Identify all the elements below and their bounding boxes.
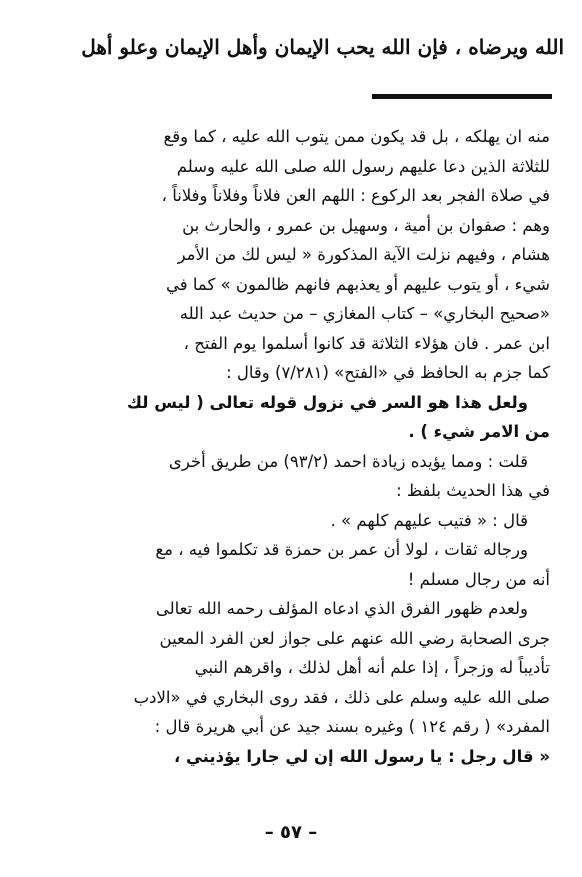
text-line: « قال رجل : يا رسول الله إن لي جارا يؤذيني ، (173, 746, 550, 766)
text-line: ورجاله ثقات ، لولا أن عمر بن حمزة قد تكلموا فيه ، مع (155, 540, 528, 559)
text-line: جرى الصحابة رضي الله عنهم على جواز لعن الفرد المعين (159, 628, 550, 648)
text-line: من الامر شيء ) . (408, 422, 550, 441)
text-line: كما جزم به الحافظ في «الفتح» (٧/٢٨١) وقال : (226, 363, 550, 382)
text-line: «صحيح البخاري» – كتاب المغازي – من حديث عبد الله (179, 304, 550, 323)
text-line: هشام ، وفيهم نزلت الآية المذكورة « ليس لك من الأمر (177, 245, 550, 264)
text-line: ولعل هذا هو السر في نزول قوله تعالى ( ليس لك (126, 392, 528, 412)
text-line: تأديباً له وزجراً ، إذا علم أنه أهل لذلك ، واقرهم النبي (194, 658, 550, 677)
separator-rule (372, 94, 552, 99)
text-line: في صلاة الفجر بعد الركوع : اللهم العن فلاناً وفلاناً وفلاناً ، (161, 186, 550, 205)
page-number: – ٥٧ – (264, 822, 318, 843)
text-line: وهم : صفوان بن أمية ، وسهيل بن عمرو ، والحارث بن (182, 215, 550, 235)
text-line: صلى الله عليه وسلم على ذلك ، فقد روى البخاري في «الادب (133, 687, 550, 707)
text-line: ابن عمر . فان هؤلاء الثلاثة قد كانوا أسلموا يوم الفتح ، (183, 333, 550, 353)
text-line: المفرد» ( رقم ١٢٤ ) وغيره بسند جيد عن أبي هريرة قال : (154, 717, 550, 736)
text-line: قال : « فتيب عليهم كلهم » . (330, 510, 528, 530)
body-text (30, 122, 550, 771)
text-line: للثلاثة الذين دعا عليهم رسول الله صلى الله عليه وسلم (176, 156, 550, 176)
text-line: في هذا الحديث بلفظ : (396, 481, 550, 500)
text-line: ولعدم ظهور الفرق الذي ادعاه المؤلف رحمه الله تعالى (155, 599, 528, 618)
text-line: منه ان يهلكه ، بل قد يكون ممن يتوب الله عليه ، كما وقع (163, 127, 550, 146)
continued-line: الله ويرضاه ، فإن الله يحب الإيمان وأهل الإيمان وعلو أهل (81, 35, 564, 59)
text-line: أنه من رجال مسلم ! (407, 569, 550, 589)
text-line: قلت : ومما يؤيده زيادة احمد (٩٣/٢) من طريق أخرى (168, 451, 528, 471)
text-line: شيء ، أو يتوب عليهم أو يعذبهم فانهم ظالمون » كما في (166, 274, 550, 294)
